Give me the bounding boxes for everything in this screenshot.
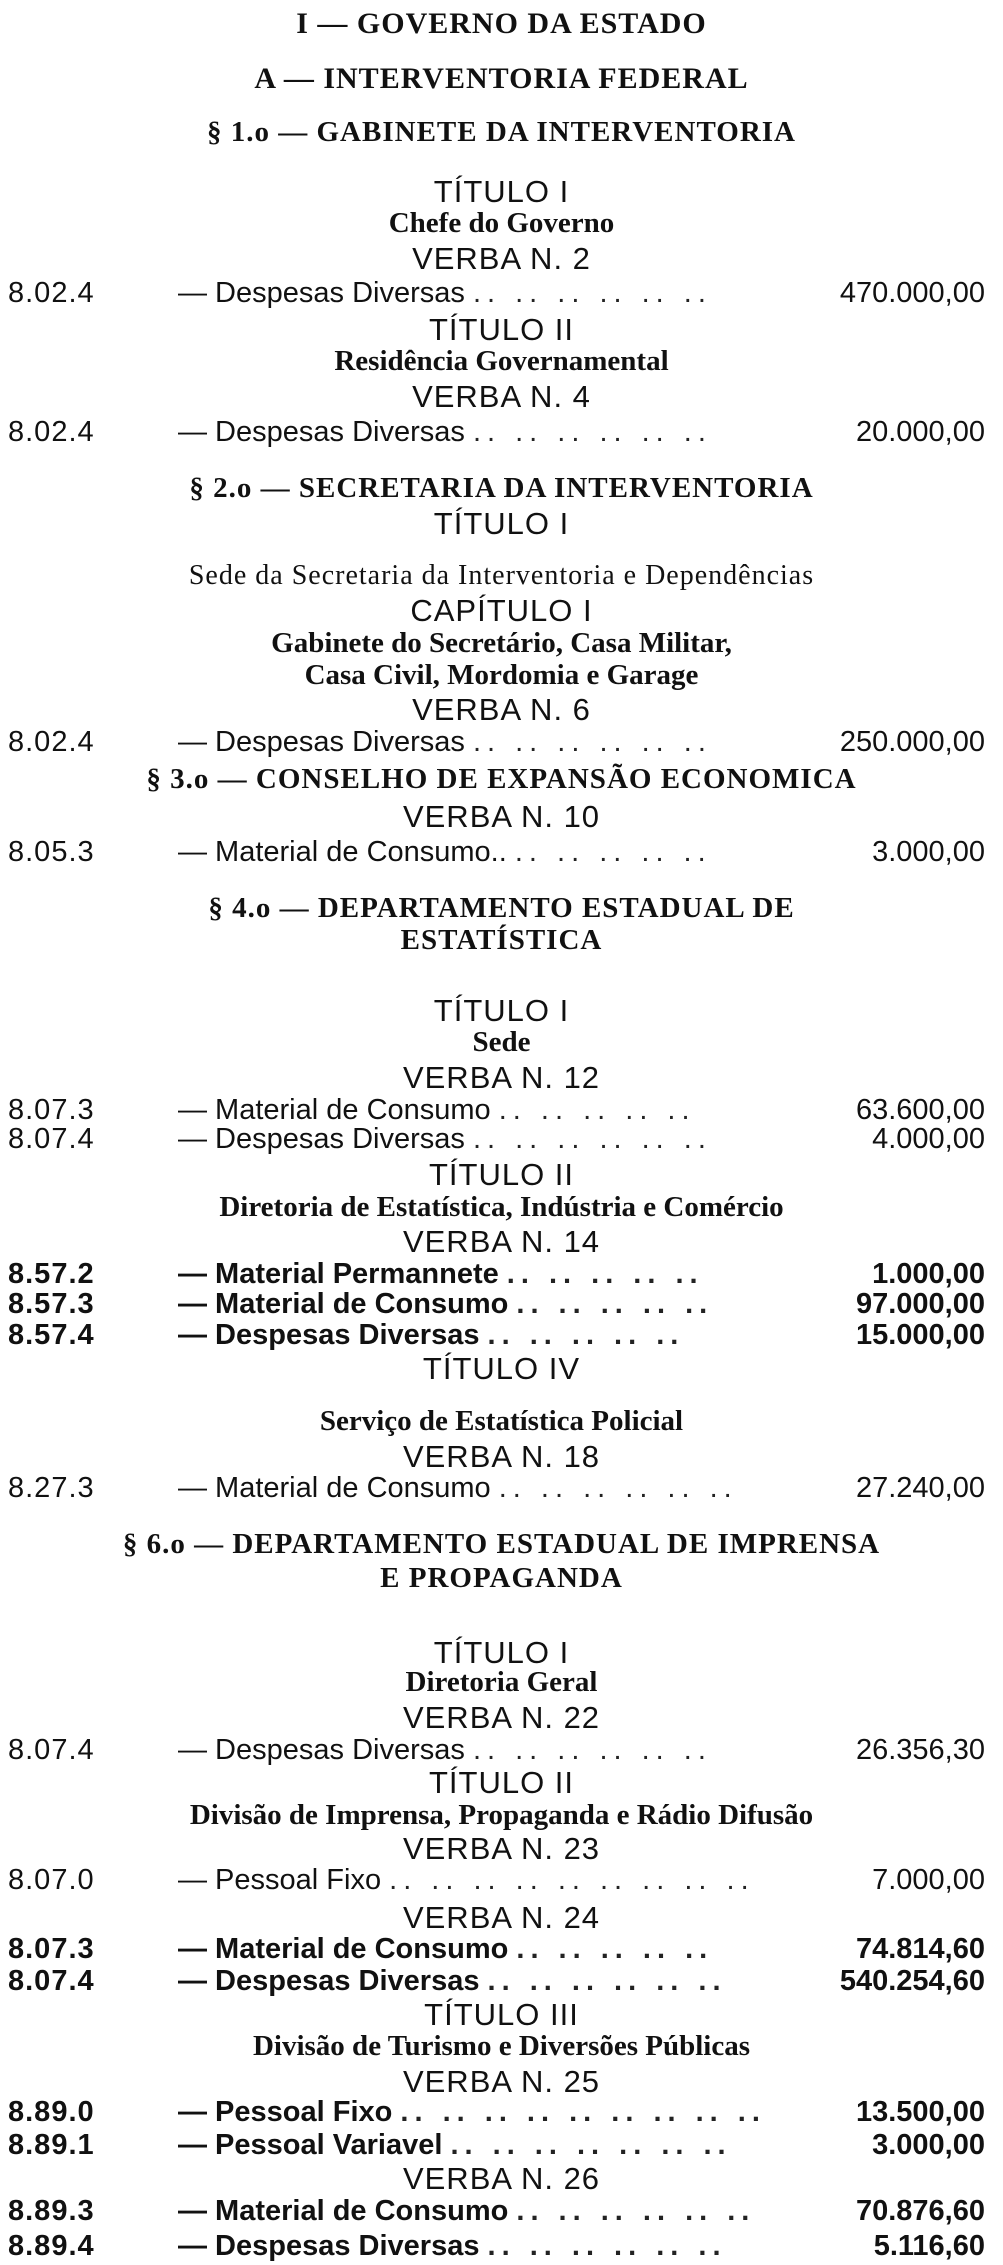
budget-label: — Material de Consumo — [178, 2195, 509, 2227]
budget-label: — Pessoal Fixo — [178, 2096, 393, 2128]
budget-label-wrap — [178, 1734, 805, 1767]
title-heading — [0, 593, 1003, 629]
title-heading — [0, 312, 1003, 348]
title-heading — [0, 1351, 1003, 1387]
verba-heading-text: VERBA N. 25 — [402, 2064, 601, 2099]
verba-heading — [0, 241, 1003, 277]
leader-dots: .. .. .. .. .. — [487, 1319, 685, 1351]
budget-amount: 4.000,00 — [872, 1123, 985, 1155]
section-heading-text: § 1.o — GABINETE DA INTERVENTORIA — [207, 116, 796, 148]
title-heading — [0, 993, 1003, 1029]
subheading-text: Divisão de Turismo e Diversões Públicas — [252, 2030, 751, 2062]
title-heading-text: TÍTULO II — [428, 1157, 575, 1192]
budget-entry — [0, 1258, 1003, 1291]
title-heading-text: TÍTULO I — [433, 174, 570, 209]
section-heading-text: § 2.o — SECRETARIA DA INTERVENTORIA — [189, 472, 814, 504]
leader-dots: .. .. .. .. .. — [498, 1094, 696, 1126]
budget-label-wrap — [178, 2230, 805, 2263]
budget-label: — Despesas Diversas — [178, 1965, 480, 1997]
title-heading-text: TÍTULO II — [428, 1765, 575, 1800]
budget-entry — [0, 1734, 1003, 1767]
budget-label-wrap — [178, 1864, 805, 1897]
verba-heading-text: VERBA N. 23 — [402, 1831, 601, 1866]
budget-amount: 7.000,00 — [872, 1864, 985, 1896]
title-heading-text: TÍTULO I — [433, 993, 570, 1028]
budget-entry — [0, 2096, 1003, 2129]
budget-label: — Pessoal Fixo — [178, 1864, 382, 1896]
budget-label: — Material de Consumo — [178, 1472, 491, 1504]
section-heading — [0, 892, 1003, 925]
budget-label: — Despesas Diversas — [178, 1123, 465, 1155]
leader-dots: .. .. .. .. .. .. — [472, 1123, 712, 1155]
budget-code: 8.05.3 — [8, 836, 95, 868]
budget-label-wrap — [178, 1472, 805, 1505]
budget-code: 8.07.0 — [8, 1864, 95, 1896]
budget-label: — Material de Consumo — [178, 1094, 491, 1126]
subheading-text: Diretoria Geral — [405, 1666, 598, 1698]
budget-label-wrap — [178, 726, 805, 759]
budget-label: — Material de Consumo — [178, 1933, 509, 1965]
budget-label-wrap — [178, 2096, 805, 2129]
verba-heading — [0, 1700, 1003, 1736]
budget-amount: 70.876,60 — [855, 2195, 985, 2227]
main-heading — [0, 62, 1003, 96]
budget-entry — [0, 277, 1003, 310]
budget-label-wrap — [178, 2195, 805, 2228]
section-heading — [0, 1562, 1003, 1595]
budget-entry — [0, 726, 1003, 759]
budget-code: 8.27.3 — [8, 1472, 95, 1504]
budget-code: 8.02.4 — [8, 726, 95, 758]
budget-amount: 27.240,00 — [855, 1472, 985, 1504]
budget-label: — Despesas Diversas — [178, 1319, 480, 1351]
budget-entry — [0, 2129, 1003, 2162]
budget-code: 8.89.3 — [8, 2195, 95, 2227]
main-heading — [0, 7, 1003, 41]
section-heading — [0, 1528, 1003, 1561]
section-heading-text: § 3.o — CONSELHO DE EXPANSÃO ECONOMICA — [146, 763, 857, 795]
subheading — [0, 560, 1003, 592]
budget-label-wrap — [178, 277, 805, 310]
budget-entry — [0, 1472, 1003, 1505]
budget-code: 8.02.4 — [8, 277, 95, 309]
budget-entry — [0, 1123, 1003, 1156]
main-heading-text: I — GOVERNO DA ESTADO — [296, 7, 707, 40]
subheading-text: Chefe do Governo — [388, 207, 615, 239]
budget-label-wrap — [178, 1965, 805, 1998]
leader-dots: .. .. .. .. .. .. — [472, 277, 712, 309]
budget-code: 8.02.4 — [8, 416, 95, 448]
subheading — [0, 2030, 1003, 2063]
budget-amount: 5.116,60 — [873, 2230, 985, 2262]
subheading-text: Casa Civil, Mordomia e Garage — [304, 659, 699, 691]
budget-entry — [0, 1319, 1003, 1352]
budget-code: 8.07.4 — [8, 1965, 95, 1997]
leader-dots: .. .. .. .. .. .. — [487, 1965, 727, 1997]
budget-amount: 1.000,00 — [872, 1258, 985, 1290]
budget-amount: 3.000,00 — [872, 2129, 985, 2161]
leader-dots: .. .. .. .. .. — [516, 1933, 714, 1965]
budget-entry — [0, 1864, 1003, 1897]
budget-code: 8.57.4 — [8, 1319, 95, 1351]
budget-label: — Pessoal Variavel — [178, 2129, 443, 2161]
leader-dots: .. .. .. .. .. — [514, 836, 712, 868]
budget-label-wrap — [178, 836, 805, 869]
verba-heading — [0, 1060, 1003, 1096]
budget-label: — Despesas Diversas — [178, 277, 465, 309]
leader-dots: .. .. .. .. .. — [506, 1258, 704, 1290]
subheading — [0, 1026, 1003, 1059]
verba-heading — [0, 2161, 1003, 2197]
budget-amount: 63.600,00 — [855, 1094, 985, 1126]
title-heading-text: TÍTULO II — [428, 312, 575, 347]
verba-heading — [0, 379, 1003, 415]
title-heading — [0, 1997, 1003, 2033]
subheading-text: Divisão de Imprensa, Propaganda e Rádio Difusão — [189, 1799, 814, 1831]
budget-label-wrap — [178, 1123, 805, 1156]
subheading — [0, 659, 1003, 692]
subheading — [0, 1666, 1003, 1699]
budget-code: 8.07.4 — [8, 1734, 95, 1766]
title-heading-text: TÍTULO I — [433, 1635, 570, 1670]
subheading-text: Sede — [472, 1026, 531, 1058]
subheading-text: Sede da Secretaria da Interventoria e Dependências — [188, 560, 815, 591]
budget-amount: 20.000,00 — [855, 416, 985, 448]
budget-label: — Despesas Diversas — [178, 416, 465, 448]
budget-code: 8.89.4 — [8, 2230, 95, 2262]
budget-code: 8.07.3 — [8, 1094, 95, 1126]
verba-heading — [0, 1224, 1003, 1260]
budget-amount: 3.000,00 — [872, 836, 985, 868]
verba-heading-text: VERBA N. 14 — [402, 1224, 601, 1259]
budget-label-wrap — [178, 1288, 805, 1321]
budget-amount: 26.356,30 — [855, 1734, 985, 1766]
budget-code: 8.89.1 — [8, 2129, 95, 2161]
verba-heading — [0, 2064, 1003, 2100]
subheading-text: Gabinete do Secretário, Casa Militar, — [271, 627, 732, 659]
budget-amount: 15.000,00 — [855, 1319, 985, 1351]
budget-label: — Despesas Diversas — [178, 2230, 480, 2262]
leader-dots: .. .. .. .. .. .. — [498, 1472, 738, 1504]
leader-dots: .. .. .. .. .. .. — [472, 726, 712, 758]
title-heading-text: TÍTULO I — [433, 506, 570, 541]
budget-label-wrap — [178, 2129, 805, 2162]
verba-heading-text: VERBA N. 22 — [402, 1700, 601, 1735]
subheading-text: Diretoria de Estatística, Indústria e Comércio — [219, 1191, 784, 1223]
budget-label: — Despesas Diversas — [178, 726, 465, 758]
budget-amount: 250.000,00 — [839, 726, 985, 758]
leader-dots: .. .. .. .. .. .. — [516, 2195, 756, 2227]
title-heading — [0, 506, 1003, 542]
section-heading — [0, 924, 1003, 957]
verba-heading-text: VERBA N. 6 — [412, 692, 591, 727]
subheading — [0, 1191, 1003, 1224]
subheading — [0, 345, 1003, 378]
budget-entry — [0, 836, 1003, 869]
budget-entry — [0, 1933, 1003, 1966]
budget-label: — Material de Consumo.. — [178, 836, 507, 868]
subheading — [0, 1799, 1003, 1832]
title-heading-text: TÍTULO III — [424, 1997, 579, 2032]
budget-code: 8.89.0 — [8, 2096, 95, 2128]
section-heading — [0, 472, 1003, 505]
leader-dots: .. .. .. .. .. .. — [472, 416, 712, 448]
budget-amount: 470.000,00 — [839, 277, 985, 309]
verba-heading-text: VERBA N. 10 — [402, 799, 601, 834]
budget-label: — Despesas Diversas — [178, 1734, 465, 1766]
budget-code: 8.07.3 — [8, 1933, 95, 1965]
leader-dots: .. .. .. .. .. .. .. .. .. — [389, 1864, 755, 1896]
title-heading — [0, 174, 1003, 210]
budget-label-wrap — [178, 416, 805, 449]
section-heading — [0, 763, 1003, 796]
section-heading-text: § 4.o — DEPARTAMENTO ESTADUAL DE — [208, 892, 795, 924]
section-heading-text: ESTATÍSTICA — [400, 924, 603, 956]
verba-heading — [0, 692, 1003, 728]
verba-heading-text: VERBA N. 2 — [412, 241, 591, 276]
leader-dots: .. .. .. .. .. .. .. .. .. — [400, 2096, 766, 2128]
title-heading-text: TÍTULO IV — [422, 1351, 581, 1386]
verba-heading-text: VERBA N. 24 — [402, 1900, 601, 1935]
section-heading-text: E PROPAGANDA — [380, 1562, 623, 1594]
verba-heading-text: VERBA N. 4 — [412, 379, 591, 414]
title-heading — [0, 1157, 1003, 1193]
budget-code: 8.57.3 — [8, 1288, 95, 1320]
budget-entry — [0, 2230, 1003, 2263]
section-heading — [0, 116, 1003, 149]
verba-heading — [0, 1831, 1003, 1867]
subheading — [0, 627, 1003, 660]
budget-entry — [0, 2195, 1003, 2228]
verba-heading — [0, 799, 1003, 835]
budget-label-wrap — [178, 1933, 805, 1966]
budget-entry — [0, 416, 1003, 449]
leader-dots: .. .. .. .. .. .. — [487, 2230, 727, 2262]
subheading — [0, 207, 1003, 240]
subheading-text: Residência Governamental — [334, 345, 669, 377]
budget-label-wrap — [178, 1258, 805, 1291]
budget-label: — Material Permannete — [178, 1258, 499, 1290]
section-heading-text: § 6.o — DEPARTAMENTO ESTADUAL DE IMPRENSA — [122, 1528, 881, 1560]
title-heading — [0, 1765, 1003, 1801]
main-heading-text: A — INTERVENTORIA FEDERAL — [254, 62, 749, 95]
leader-dots: .. .. .. .. .. .. .. — [450, 2129, 732, 2161]
budget-amount: 13.500,00 — [855, 2096, 985, 2128]
budget-entry — [0, 1288, 1003, 1321]
subheading — [0, 1405, 1003, 1438]
budget-label-wrap — [178, 1319, 805, 1352]
budget-entry — [0, 1965, 1003, 1998]
verba-heading — [0, 1900, 1003, 1936]
budget-amount: 74.814,60 — [855, 1933, 985, 1965]
budget-code: 8.07.4 — [8, 1123, 95, 1155]
verba-heading-text: VERBA N. 26 — [402, 2161, 601, 2196]
leader-dots: .. .. .. .. .. — [516, 1288, 714, 1320]
verba-heading-text: VERBA N. 18 — [402, 1439, 601, 1474]
verba-heading-text: VERBA N. 12 — [402, 1060, 601, 1095]
budget-amount: 97.000,00 — [855, 1288, 985, 1320]
budget-code: 8.57.2 — [8, 1258, 95, 1290]
leader-dots: .. .. .. .. .. .. — [472, 1734, 712, 1766]
verba-heading — [0, 1439, 1003, 1475]
subheading-text: Serviço de Estatística Policial — [319, 1405, 684, 1437]
budget-amount: 540.254,60 — [839, 1965, 985, 1997]
budget-label: — Material de Consumo — [178, 1288, 509, 1320]
title-heading-text: CAPÍTULO I — [410, 593, 593, 628]
